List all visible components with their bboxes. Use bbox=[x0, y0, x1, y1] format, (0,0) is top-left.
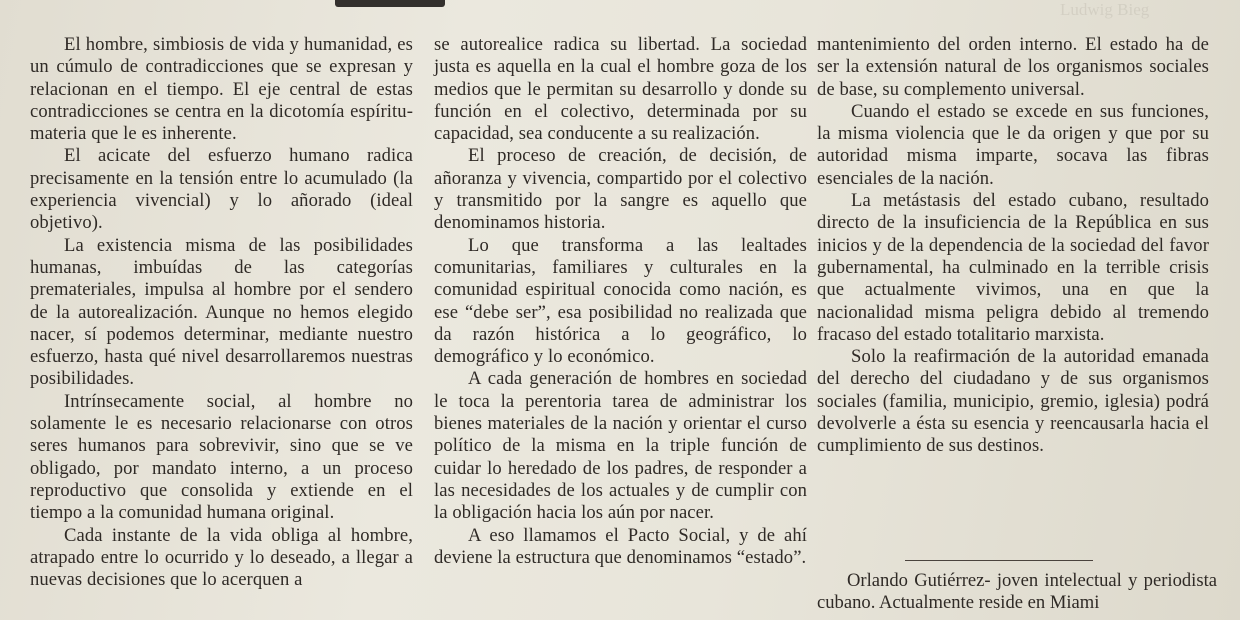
paragraph-continued: mantenimiento del orden interno. El estado ha de ser la extensión natural de los organismos sociales de base, su complemento universal. bbox=[817, 34, 1209, 100]
column-1 bbox=[30, 34, 413, 591]
paragraph: El proceso de creación, de decisión, de añoranza y vivencia, compartido por el colectivo y transmitido por la sangre es aquello que denominamos historia. bbox=[434, 145, 807, 234]
paragraph: Intrínsecamente social, al hombre no solamente le es necesario relacionarse con otros seres humanos para sobrevivir, sino que se ve obligado, por mandato interno, a un proceso reproductivo que consolida y extiende en el tiempo a la comunidad humana original. bbox=[30, 390, 413, 524]
author-byline bbox=[817, 570, 1217, 615]
byline-divider bbox=[905, 560, 1093, 561]
paragraph: Cada instante de la vida obliga al hombre, atrapado entre lo ocurrido y lo deseado, a llegar a nuevas decisiones que lo acerquen a bbox=[30, 524, 413, 591]
byline-text: Orlando Gutiérrez- joven intelectual y periodista cubano. Actualmente reside en Miami bbox=[817, 570, 1217, 614]
paragraph: Solo la reafirmación de la autoridad emanada del derecho del ciudadano y de sus organismos sociales (familia, municipio, gremio, iglesia) podrá devolverle a ésta su esencia y reencausarla hacia el cumplimiento de sus destinos. bbox=[817, 346, 1209, 457]
faded-header-fragment: Ludwig Bieg bbox=[1060, 0, 1150, 19]
paragraph: A cada generación de hombres en sociedad le toca la perentoria tarea de administrar los bienes materiales de la nación y orientar el curso político de la misma en la triple función de cuidar lo heredado de los padres, de responder a las necesidades de los actuales y de cumplir con la obligación hacia los aún por nacer. bbox=[434, 368, 807, 524]
paragraph: Cuando el estado se excede en sus funciones, la misma violencia que le da origen y que por su autoridad misma imparte, socava las fibras esenciales de la nación. bbox=[817, 100, 1209, 189]
paragraph: A eso llamamos el Pacto Social, y de ahí deviene la estructura que denominamos “estado”. bbox=[434, 524, 807, 568]
paragraph-continued: se autorealice radica su libertad. La sociedad justa es aquella en la cual el hombre goza de los medios que le permitan su desarrollo y donde su función en el colectivo, determinada por su capacidad, sea conducente a su realización. bbox=[434, 34, 807, 145]
paragraph: La metástasis del estado cubano, resultado directo de la insuficiencia de la República en sus inicios y de la dependencia de la sociedad del favor gubernamental, ha culminado en la terrible crisis que actualmente vivimos, una en que la nacionalidad misma peligra debido al tremendo fracaso del estado totalitario marxista. bbox=[817, 190, 1209, 345]
paragraph: Lo que transforma a las lealtades comunitarias, familiares y culturales en la comunidad espiritual conocida como nación, es ese “debe ser”, esa posibilidad no realizada que da razón histórica a lo geográfico, lo demográfico y lo económico. bbox=[434, 234, 807, 368]
paragraph: La existencia misma de las posibilidades humanas, imbuídas de las categorías premateriales, impulsa al hombre por el sendero de la autorealización. Aunque no hemos elegido nacer, sí podemos determinar, mediante nuestro esfuerzo, hasta qué nivel desarrollaremos nuestras posibilidades. bbox=[30, 234, 413, 390]
paragraph: El hombre, simbiosis de vida y humanidad, es un cúmulo de contradicciones que se expresan y relacionan en el tiempo. El eje central de estas contradicciones se centra en la dicotomía espíritu-materia que le es inherente. bbox=[30, 34, 413, 145]
column-3 bbox=[817, 34, 1209, 458]
paragraph: El acicate del esfuerzo humano radica precisamente en la tensión entre lo acumulado (la experiencia vivencial) y lo añorado (ideal objetivo). bbox=[30, 145, 413, 234]
column-2 bbox=[434, 34, 807, 569]
page-top-shadow bbox=[335, 0, 445, 7]
